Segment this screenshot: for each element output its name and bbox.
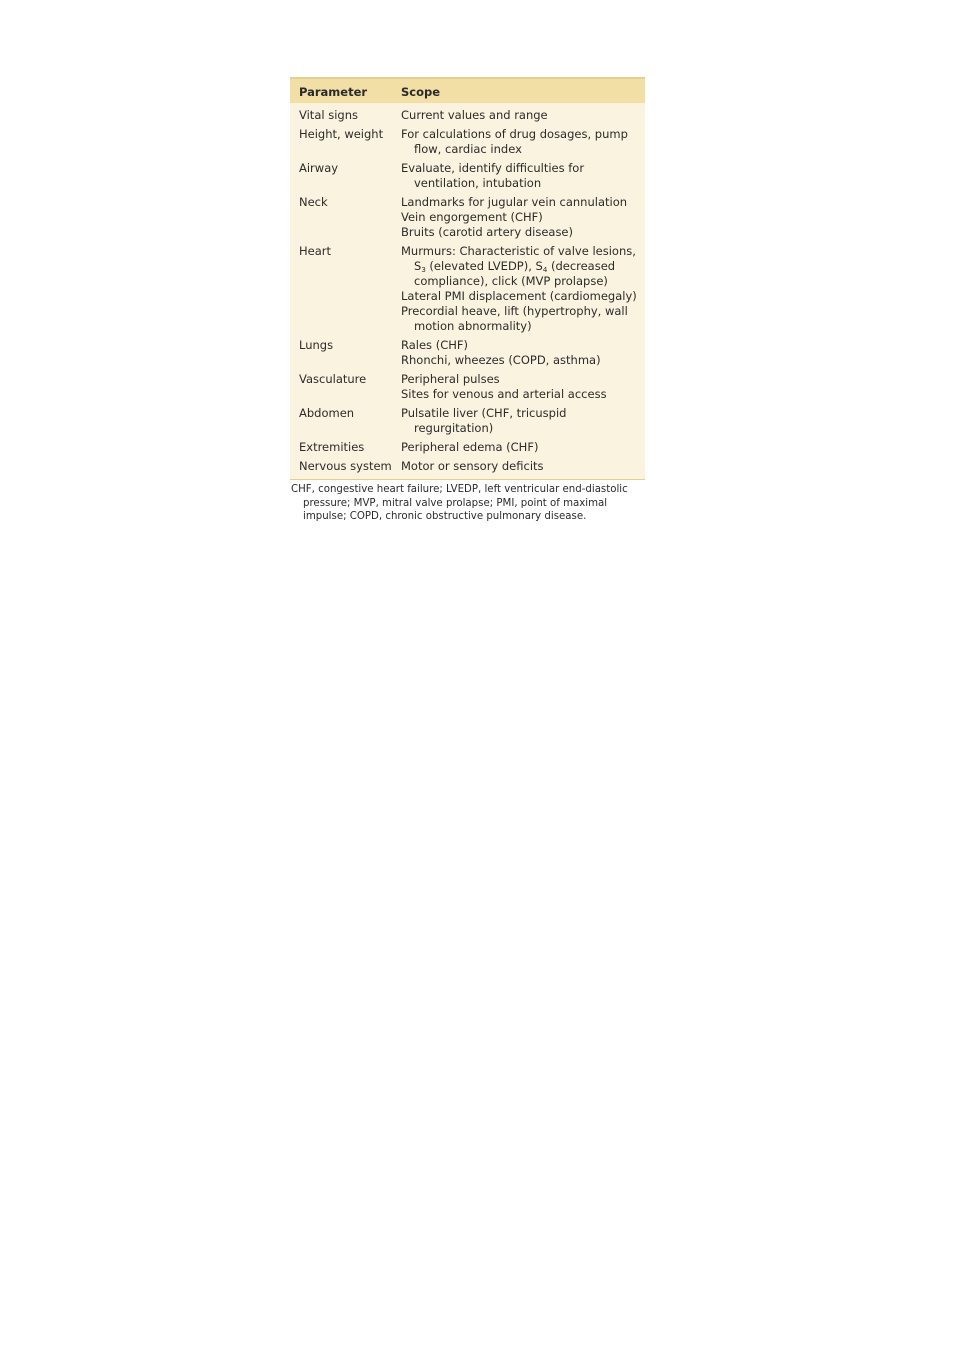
parameter-cell: Vital signs [299,108,358,122]
scope-cell [395,438,645,457]
table-header [290,79,645,103]
scope-line: For calculations of drug dosages, pump flow, cardiac index [401,127,628,156]
header-parameter: Parameter [290,79,395,103]
table-row [290,404,645,438]
parameter-cell: Heart [299,244,332,258]
table-row [290,370,645,404]
scope-line: Landmarks for jugular vein cannulation [401,195,628,209]
table-row [290,159,645,193]
parameter-cell: Abdomen [299,406,355,420]
scope-line: Bruits (carotid artery disease) [401,225,573,239]
scope-cell [395,336,645,370]
parameter-cell: Height, weight [299,127,384,141]
parameter-scope-table [290,79,645,479]
table-body [290,103,645,479]
scope-text: (elevated LVEDP), S [425,259,543,273]
scope-cell [395,193,645,242]
scope-line: Pulsatile liver (CHF, tricuspid regurgitation) [401,406,567,435]
parameter-cell: Extremities [299,440,365,454]
table-box [290,77,645,480]
header-row [290,79,645,103]
scope-line: Lateral PMI displacement (cardiomegaly) [401,289,637,303]
header-scope: Scope [395,79,645,103]
scope-line: Vein engorgement (CHF) [401,210,543,224]
table-row [290,336,645,370]
parameter-cell: Nervous system [299,459,392,473]
table-row [290,193,645,242]
parameter-cell: Vasculature [299,372,367,386]
scope-cell [395,404,645,438]
table-row [290,438,645,457]
scope-line: Peripheral edema (CHF) [401,440,539,454]
heart-sound-subscript: 4 [542,266,548,274]
parameter-cell: Lungs [299,338,334,352]
table-footnote: CHF, congestive heart failure; LVEDP, left ventricular end-diastolic pressure; MVP, mitral valve prolapse; PMI, point of maximal impulse; COPD, chronic obstructive pulmonary disease. [291,484,628,522]
physical-exam-table [290,77,645,524]
table-row [290,457,645,479]
table-row [290,103,645,125]
scope-cell [395,103,645,125]
heart-sound-subscript: 3 [421,266,426,274]
scope-line: Sites for venous and arterial access [401,387,607,401]
table-row [290,125,645,159]
scope-cell [395,370,645,404]
parameter-cell: Airway [299,161,339,175]
scope-line: Current values and range [401,108,548,122]
scope-line [401,244,641,289]
scope-cell [395,159,645,193]
scope-line: Peripheral pulses [401,372,500,386]
table-row [290,242,645,336]
scope-line: Evaluate, identify difficulties for ventilation, intubation [401,161,585,190]
scope-line: Rhonchi, wheezes (COPD, asthma) [401,353,601,367]
scope-cell [395,457,645,479]
scope-line: Rales (CHF) [401,338,468,352]
scope-cell [395,242,645,336]
parameter-cell: Neck [299,195,328,209]
scope-line: Motor or sensory deficits [401,459,544,473]
scope-text: (decreased compliance), click (MVP prolapse) [414,259,616,288]
scope-cell [395,125,645,159]
scope-text: Murmurs: Characteristic of valve lesions, S [401,244,636,273]
scope-line: Precordial heave, lift (hypertrophy, wall motion abnormality) [401,304,628,333]
